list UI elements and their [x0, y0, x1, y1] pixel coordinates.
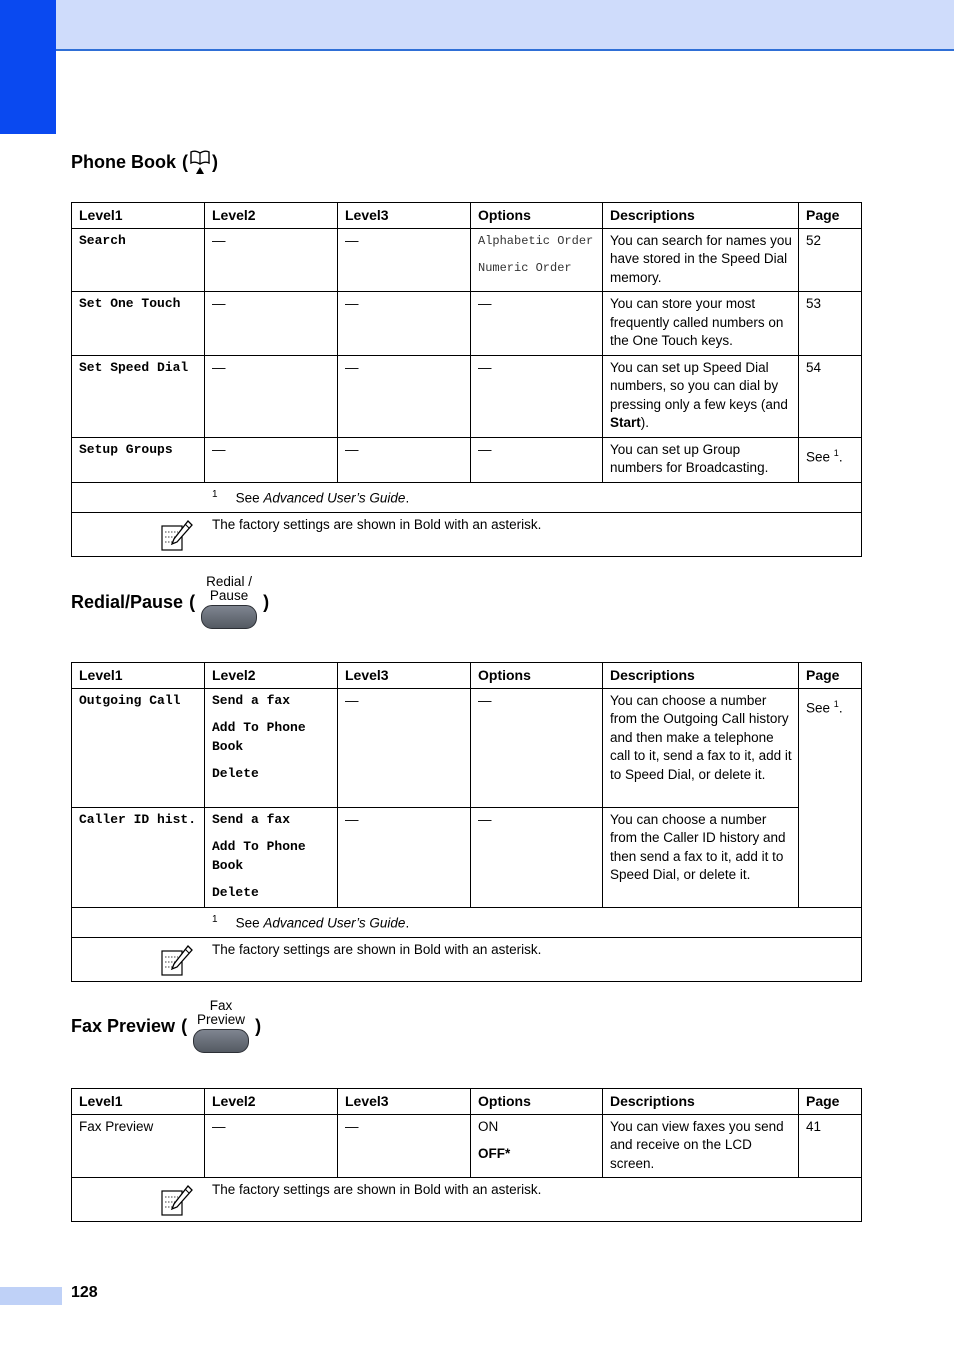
level1-cell: Setup Groups	[72, 437, 205, 482]
guide-name: Advanced User’s Guide	[263, 915, 406, 930]
button-label: Pause	[209, 588, 249, 603]
option-item: Numeric Order	[478, 261, 572, 275]
description-cell: You can view faxes you send and receive on the LCD screen.	[603, 1114, 799, 1178]
level1-cell: Outgoing Call	[72, 688, 205, 807]
footnote-row: $^1$ See Advanced User’s Guide.	[72, 907, 862, 937]
column-header: Descriptions	[603, 203, 799, 229]
level2-item: Delete	[212, 885, 259, 900]
table-row	[72, 292, 862, 356]
footnote-number: 1	[212, 488, 218, 500]
level3-cell: —	[338, 437, 471, 482]
page-number-tab	[0, 1287, 62, 1305]
column-header: Level2	[205, 1089, 338, 1115]
column-header: Options	[471, 663, 603, 689]
options-cell: —	[471, 807, 603, 907]
footnote-ref: 1	[833, 447, 839, 458]
chapter-tab	[0, 0, 56, 134]
level3-cell: —	[338, 292, 471, 356]
description-cell: You can choose a number from the Caller ID history and then send a fax to it, add it to Speed Dial, or delete it.	[603, 807, 799, 907]
level3-cell: —	[338, 688, 471, 807]
fax-preview-table	[71, 1088, 862, 1222]
options-cell	[471, 228, 603, 292]
table-header-row	[72, 663, 862, 689]
level3-cell: —	[338, 1114, 471, 1178]
page-cell: 53	[799, 292, 862, 356]
note-pencil-icon	[160, 519, 194, 553]
level1-cell: Set Speed Dial	[72, 355, 205, 437]
level2-cell: —	[205, 437, 338, 482]
description-cell: You can search for names you have stored in the Speed Dial memory.	[603, 228, 799, 292]
column-header: Level1	[72, 203, 205, 229]
page-cell: 52	[799, 228, 862, 292]
start-key-label: Start	[610, 415, 641, 430]
option-default: OFF*	[478, 1146, 511, 1161]
phone-book-icon	[189, 148, 211, 176]
section-title-text: Phone Book	[71, 151, 177, 172]
table-header-row	[72, 1089, 862, 1115]
column-header: Page	[799, 1089, 862, 1115]
page-cell: 54	[799, 355, 862, 437]
note-row	[72, 512, 862, 556]
column-header: Level3	[338, 203, 471, 229]
column-header: Level2	[205, 203, 338, 229]
table-row	[72, 228, 862, 292]
note-row	[72, 937, 862, 981]
footnote-number: 1	[212, 913, 218, 925]
note-text: The factory settings are shown in Bold with an asterisk.	[212, 941, 542, 957]
description-cell: You can set up Group numbers for Broadcasting.	[603, 437, 799, 482]
note-text: The factory settings are shown in Bold with an asterisk.	[212, 516, 542, 532]
table-row	[72, 688, 862, 807]
page-number: 128	[71, 1284, 98, 1301]
column-header: Options	[471, 203, 603, 229]
option-item: ON	[478, 1118, 499, 1134]
column-header: Descriptions	[603, 663, 799, 689]
phone-book-table	[71, 202, 862, 557]
level2-cell	[205, 688, 338, 807]
column-header: Level1	[72, 663, 205, 689]
phone-book-title: Phone Book ( )	[71, 148, 218, 176]
column-header: Page	[799, 663, 862, 689]
guide-name: Advanced User’s Guide	[263, 490, 406, 505]
table-header-row	[72, 203, 862, 229]
column-header: Level2	[205, 663, 338, 689]
column-header: Descriptions	[603, 1089, 799, 1115]
fax-preview-title: Fax Preview ( Fax Preview )	[71, 999, 261, 1053]
column-header: Level3	[338, 1089, 471, 1115]
column-header: Level1	[72, 1089, 205, 1115]
level1-cell: Set One Touch	[72, 292, 205, 356]
level3-cell: —	[338, 807, 471, 907]
level2-item: Delete	[212, 766, 259, 781]
table-row	[72, 807, 862, 907]
column-header: Page	[799, 203, 862, 229]
level3-cell: —	[338, 355, 471, 437]
options-cell: —	[471, 355, 603, 437]
column-header: Level3	[338, 663, 471, 689]
note-text: The factory settings are shown in Bold with an asterisk.	[212, 1182, 542, 1197]
section-title-text: Fax Preview	[71, 1015, 176, 1036]
note-pencil-icon	[160, 944, 194, 978]
note-row	[72, 1178, 862, 1222]
description-cell: You can store your most frequently called numbers on the One Touch keys.	[603, 292, 799, 356]
table-row	[72, 437, 862, 482]
level2-cell: —	[205, 1114, 338, 1178]
page-cell: See $^1$.	[799, 688, 862, 907]
page-cell: See $^1$.	[799, 437, 862, 482]
table-row	[72, 1114, 862, 1178]
fax-preview-button-icon	[193, 999, 249, 1053]
page-cell: 41	[799, 1114, 862, 1178]
level2-item: Send a fax	[212, 692, 291, 708]
options-cell: —	[471, 292, 603, 356]
redial-pause-title: Redial/Pause ( Redial / Pause )	[71, 575, 269, 629]
level2-cell: —	[205, 292, 338, 356]
description-cell: You can choose a number from the Outgoing Call history and then make a telephone call to it, send a fax to it, add it to Speed Dial, or delete it.	[603, 688, 799, 807]
footnote-ref: 1	[833, 698, 839, 709]
key-shape	[201, 605, 257, 629]
options-cell: —	[471, 437, 603, 482]
button-label: Fax	[209, 998, 233, 1013]
level2-cell	[205, 807, 338, 907]
level3-cell: —	[338, 228, 471, 292]
level2-item: Send a fax	[212, 811, 291, 827]
note-pencil-icon	[160, 1184, 194, 1218]
button-label: Preview	[197, 1012, 246, 1027]
level2-item: Add To Phone Book	[212, 720, 306, 754]
table-row	[72, 355, 862, 437]
level2-cell: —	[205, 355, 338, 437]
options-cell	[471, 1114, 603, 1178]
level1-cell: Search	[72, 228, 205, 292]
section-title-text: Redial/Pause	[71, 591, 184, 612]
redial-pause-button-icon	[201, 575, 257, 629]
level1-cell: Fax Preview	[72, 1114, 205, 1178]
description-cell: You can set up Speed Dial numbers, so you can dial by pressing only a few keys (and Start).	[603, 355, 799, 437]
option-item: Alphabetic Order	[478, 233, 594, 248]
column-header: Options	[471, 1089, 603, 1115]
options-cell: —	[471, 688, 603, 807]
footnote-row: $^1$ See Advanced User’s Guide.	[72, 482, 862, 512]
key-shape	[193, 1029, 249, 1053]
level2-item: Add To Phone Book	[212, 839, 306, 873]
button-label: Redial /	[206, 574, 252, 589]
level1-cell: Caller ID hist.	[72, 807, 205, 907]
header-band	[0, 0, 954, 51]
level2-cell: —	[205, 228, 338, 292]
redial-pause-table	[71, 662, 862, 982]
